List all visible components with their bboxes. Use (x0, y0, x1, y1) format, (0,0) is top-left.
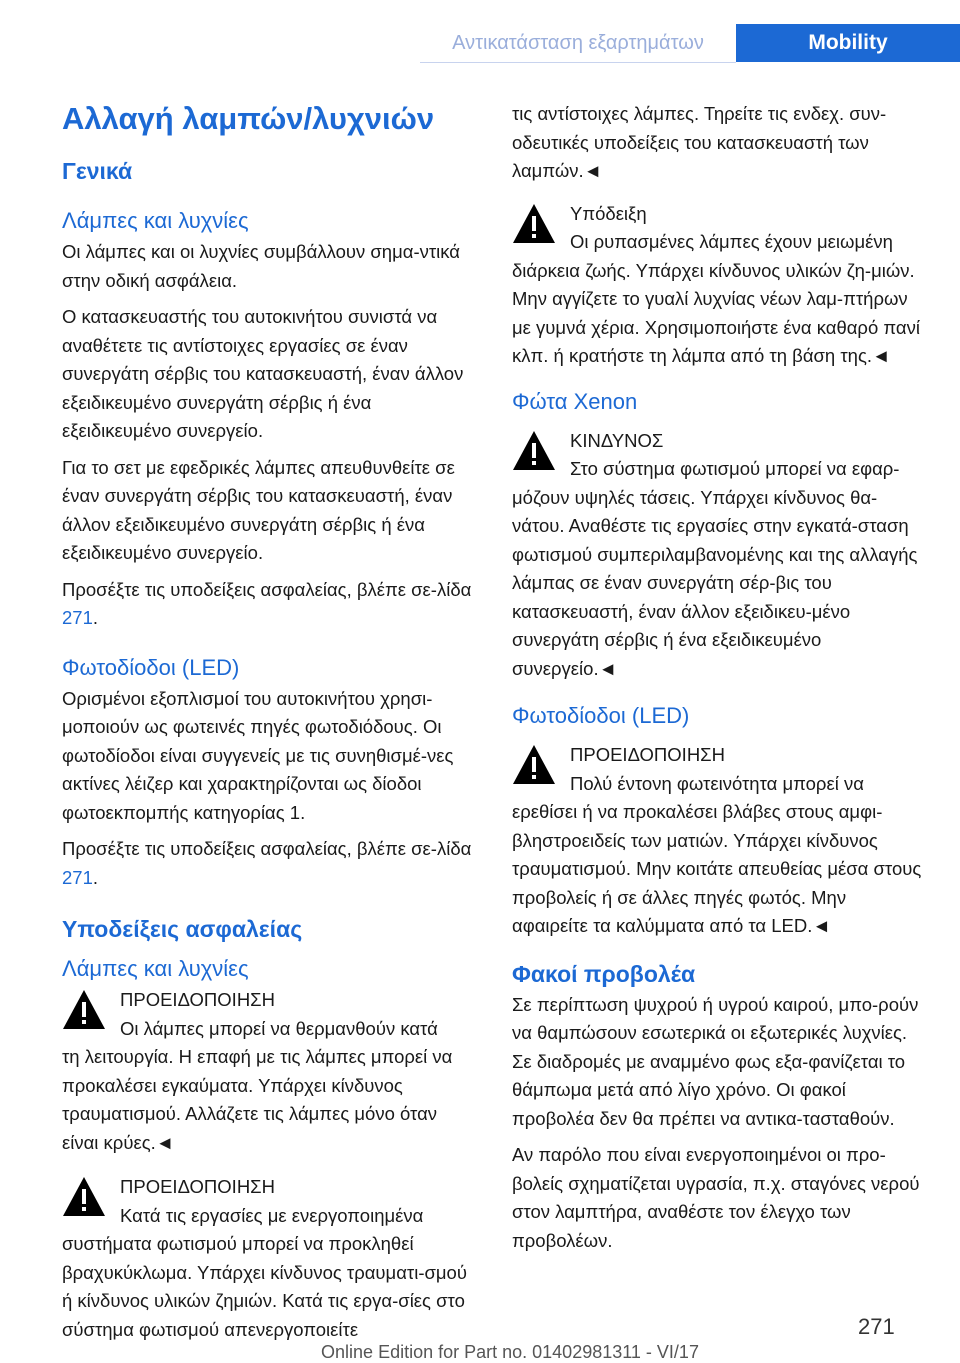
warning-label: ΠΡΟΕΙΔΟΠΟΙΗΣΗ (120, 989, 275, 1010)
danger-first-line: Στο σύστημα φωτισμού μπορεί να εφαρ- (570, 458, 900, 479)
period: . (92, 866, 99, 888)
warning-first-line: Οι λάμπες μπορεί να θερμανθούν κατά (120, 1017, 438, 1039)
warning-first-line: Κατά τις εργασίες με ενεργοποιημένα (120, 1204, 424, 1226)
note-first-line: Οι ρυπασμένες λάμπες έχουν μειωμένη (570, 231, 893, 252)
left-column (62, 100, 476, 1352)
paragraph: τις αντίστοιχες λάμπες. Τηρείτε τις ενδεχ. συν-οδευτικές υποδείξεις του κατασκευαστή των λαμπών.◄ (512, 103, 887, 181)
warning-label: ΠΡΟΕΙΔΟΠΟΙΗΣΗ (120, 1176, 275, 1197)
page-link[interactable]: 271 (62, 866, 93, 888)
warning-text: συστήματα φωτισμού μπορεί να προκληθεί βραχυκύκλωμα. Υπάρχει κίνδυνος τραυματι-σμού ή κίνδυνος υλικών ζημιών. Κατά τις εργα-σίες στο σύστημα φωτισμού απενεργοποιείτε (62, 1233, 467, 1340)
paragraph-text: Προσέξτε τις υποδείξεις ασφαλείας, βλέπε σε-λίδα (62, 838, 472, 859)
warning-block (62, 1173, 476, 1344)
heading-safety: Υποδείξεις ασφαλείας (62, 916, 303, 942)
warning-triangle-icon (512, 429, 556, 473)
danger-text: μόζουν υψηλές τάσεις. Υπάρχει κίνδυνος θα-νάτου. Αναθέστε τις εργασίες στην εγκατά-σταση φωτισμού συμπεριλαμβανομένης και της αλλαγής λάμπας σε έναν συνεργάτη σέρ-βις του κατασκευαστή, έναν άλλον εξειδικευ-μένο συνεργάτη σέρβις ή ένα εξειδικευμένο συνεργείο.◄ (512, 486, 918, 679)
paragraph: Ο κατασκευαστής του αυτοκινήτου συνιστά να αναθέτετε τις αντίστοιχες εργασίες σε έναν συνεργάτη σέρβις του κατασκευαστή, έναν άλλον εξειδικευμένο συνεργάτη σέρβις ή ένα εξειδικευμένο συνεργείο. (62, 306, 464, 441)
heading-led: Φωτοδίοδοι (LED) (62, 654, 240, 680)
note-text: διάρκεια ζωής. Υπάρχει κίνδυνος υλικών ζη-μιών. Μην αγγίζετε το γυαλί λυχνίας νέων λαμ-πτήρων με γυμνά χέρια. Χρησιμοποιήστε ένα καθαρό πανί κλπ. ή κρατήστε τη λάμπα από τη βάση της.◄ (512, 259, 920, 366)
warning-triangle-icon (62, 988, 106, 1032)
heading-fog-lamps: Φακοί προβολέα (512, 960, 696, 987)
warning-first-line: Πολύ έντονη φωτεινότητα μπορεί να (570, 772, 864, 794)
header-tab-mobility: Mobility (736, 24, 960, 62)
warning-block (62, 986, 476, 1157)
danger-label: ΚΙΝΔΥΝΟΣ (570, 429, 664, 451)
warning-label: ΠΡΟΕΙΔΟΠΟΙΗΣΗ (570, 744, 725, 765)
warning-text: τη λειτουργία. Η επαφή με τις λάμπες μπορεί να προκαλέσει εγκαύματα. Υπάρχει κίνδυνος τραυματισμού. Αλλάζετε τις λάμπες μόνο όταν είναι κρύες.◄ (62, 1046, 453, 1153)
page-title: Αλλαγή λαμπών/λυχνιών (62, 101, 435, 136)
page-link[interactable]: 271 (62, 607, 93, 628)
right-column (512, 100, 926, 1263)
warning-triangle-icon (62, 1175, 106, 1219)
edition-footer: Online Edition for Part no. 01402981311 - VI/17 (321, 1342, 699, 1362)
paragraph-with-link (62, 576, 476, 633)
paragraph: Για το σετ με εφεδρικές λάμπες απευθυνθείτε σε έναν συνεργάτη σέρβις του κατασκευαστή, έναν άλλον εξειδικευμένο συνεργάτη σέρβις ή ένα εξειδικευμένο συνεργείο. (62, 456, 455, 563)
paragraph-with-link (62, 835, 476, 892)
note-block (512, 200, 926, 371)
paragraph: Σε περίπτωση ψυχρού ή υγρού καιρού, μπο-ρούν να θαμπώσουν εσωτερικά οι εξωτερικές λυχνίες. Σε διαδρομές με αναμμένο φως εξα-φανίζεται το θάμπωμα μετά από λίγο χρόνο. Οι φακοί προβολέα δεν θα πρέπει να αντικα-τασταθούν. (512, 993, 919, 1129)
paragraph: Ορισμένοι εξοπλισμοί του αυτοκινήτου χρησι-μοποιούν ως φωτεινές πηγές φωτοδιόδους. Οι φωτοδίοδοι είναι συγγενείς με τις συνηθισμέ-νες ακτίνες λέιζερ και χαρακτηρίζονται ως δίοδοι φωτοεκπομπής κατηγορίας 1. (62, 687, 454, 823)
note-label: Υπόδειξη (570, 202, 647, 224)
paragraph: Αν παρόλο που είναι ενεργοποιημένοι οι προ-βολείς σχηματίζεται υγρασία, π.χ. σταγόνες νερού στον λαμπτήρα, αναθέστε τον έλεγχο των προβολέων. (512, 1144, 920, 1251)
heading-xenon: Φώτα Xenon (512, 388, 638, 414)
heading-lamps-2: Λάμπες και λυχνίες (62, 956, 249, 981)
heading-led-right: Φωτοδίοδοι (LED) (512, 703, 690, 728)
heading-general: Γενικά (62, 158, 133, 184)
period: . (92, 607, 99, 628)
paragraph: Οι λάμπες και οι λυχνίες συμβάλλουν σημα-ντικά στην οδική ασφάλεια. (62, 241, 460, 291)
warning-triangle-icon (512, 202, 556, 246)
header-section-title: Αντικατάσταση εξαρτημάτων (420, 24, 736, 63)
heading-lamps: Λάμπες και λυχνίες (62, 208, 249, 233)
page-number: 271 (858, 1314, 895, 1339)
warning-block (512, 741, 926, 941)
danger-block (512, 427, 926, 684)
warning-text: ερεθίσει ή να προκαλέσει βλάβες στους αμφι-βληστροειδείς των ματιών. Υπάρχει κίνδυνος τραυματισμού. Μην κοιτάτε απευθείας μέσα στους προβολείς ή σε άλλες πηγές φωτός. Μην αφαιρείτε τα καλύμματα από τα LED.◄ (512, 801, 922, 936)
paragraph-text: Προσέξτε τις υποδείξεις ασφαλείας, βλέπε σε-λίδα (62, 578, 472, 600)
warning-triangle-icon (512, 743, 556, 787)
